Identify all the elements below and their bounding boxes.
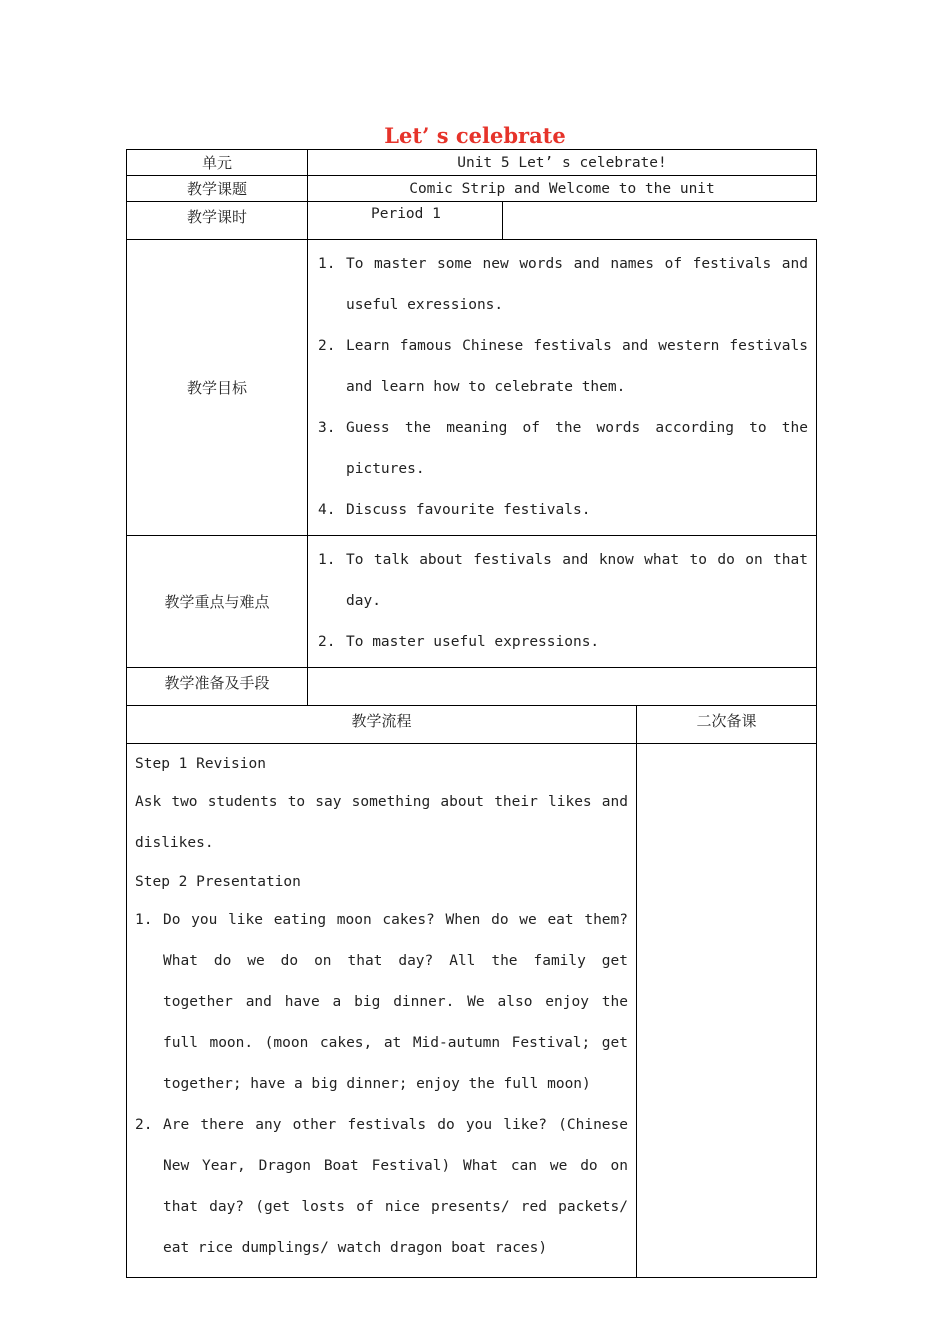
second-prep-content [637,744,817,1278]
preparation-label: 教学准备及手段 [127,668,308,706]
list-item: 3. Guess the meaning of the words according to the pictures. [318,420,808,477]
key-points-row [127,536,817,668]
topic-row [127,176,817,202]
list-item: 1. Do you like eating moon cakes? When do we eat them? What do we do on that day? All the family get together and have a big dinner. We also enjoy the full moon. (moon cakes, at Mid-autumn Festival; get together; have a big dinner; enjoy the full moon) [135,912,628,1092]
objectives-label: 教学目标 [127,240,308,536]
key-points-content [308,536,817,668]
period-value: Period 1 [308,202,503,240]
process-row [127,744,817,1278]
list-item: 4. Discuss favourite festivals. [318,502,591,518]
unit-label: 单元 [127,150,308,176]
topic-value: Comic Strip and Welcome to the unit [308,176,817,202]
process-header-row [127,706,817,744]
lesson-plan-table [126,149,817,1278]
process-content [127,744,637,1278]
topic-label: 教学课题 [127,176,308,202]
objectives-content [308,240,817,536]
period-row [127,202,817,240]
period-label: 教学课时 [127,202,308,240]
list-item: 2. Learn famous Chinese festivals and western festivals and learn how to celebrate them. [318,338,808,395]
step1-text: Ask two students to say something about their likes and dislikes. [135,794,628,851]
step1-title: Step 1 Revision [135,756,266,772]
objectives-row [127,240,817,536]
key-points-label: 教学重点与难点 [127,536,308,668]
list-item: 1. To master some new words and names of festivals and useful exressions. [318,256,808,313]
list-item: 1. To talk about festivals and know what to do on that day. [318,552,808,609]
unit-row [127,150,817,176]
period-blank [503,202,817,240]
unit-value: Unit 5 Let’ s celebrate! [308,150,817,176]
step2-title: Step 2 Presentation [135,874,301,890]
process-header: 教学流程 [127,706,637,744]
document-title: Let’ s celebrate [384,123,566,148]
list-item: 2. To master useful expressions. [318,634,600,650]
list-item: 2. Are there any other festivals do you like? (Chinese New Year, Dragon Boat Festival) What can we do on that day? (get losts of nice presents/ red packets/ eat rice dumplings/ watch dragon boat races) [135,1117,628,1256]
preparation-row [127,668,817,706]
second-prep-header: 二次备课 [637,706,817,744]
preparation-value [308,668,817,706]
